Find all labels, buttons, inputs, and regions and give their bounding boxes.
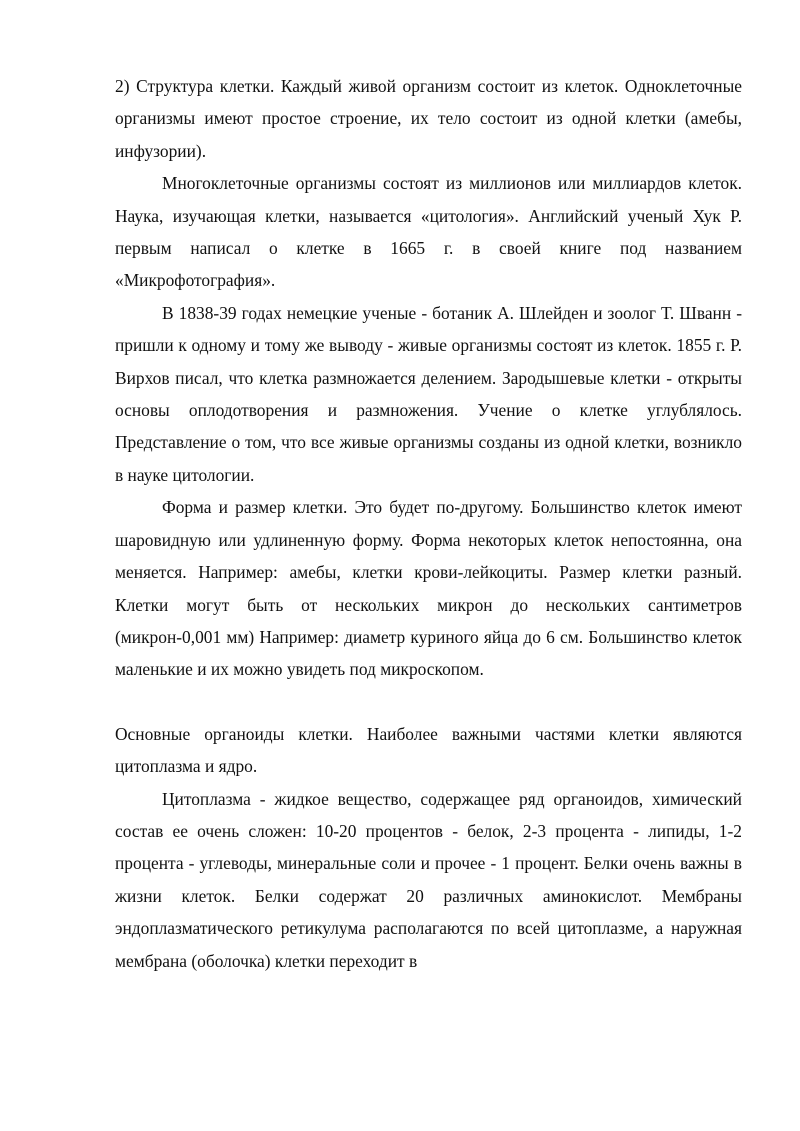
- paragraph-cytoplasm: Цитоплазма - жидкое вещество, содержащее ряд органоидов, химический состав ее очень сложен: 10-20 процентов - белок, 2-3 процента - липиды, 1-2 процента - углеводы, минеральные соли и прочее - 1 процент. Белки очень важны в жизни клеток. Белки содержат 20 различных аминокислот. Мембраны эндоплазматического ретикулума располагаются по всей цитоплазме, а наружная мембрана (оболочка) клетки переходит в: [115, 788, 742, 971]
- paragraph-spacer: [115, 686, 742, 718]
- document-page: [115, 70, 742, 977]
- paragraph-cell-structure: 2) Структура клетки. Каждый живой организм состоит из клеток. Одноклеточные организмы имеют простое строение, их тело состоит из одной клетки (амебы, инфузории).: [115, 76, 742, 161]
- paragraph-history: В 1838-39 годах немецкие ученые - ботаник А. Шлейден и зоолог Т. Шванн - пришли к одному и тому же выводу - живые организмы состоят из клеток. 1855 г. Р. Вирхов писал, что клетка размножается делением. Зародышевые клетки - открыты основы оплодотворения и размножения. Учение о клетке углублялось. Представление о том, что все живые организмы созданы из одной клетки, возникло в науке цитологии.: [115, 302, 742, 485]
- paragraph-multicellular: Многоклеточные организмы состоят из миллионов или миллиардов клеток. Наука, изучающая клетки, называется «цитология». Английский ученый Хук Р. первым написал о клетке в 1665 г. в своей книге под названием «Микрофотография».: [115, 173, 742, 291]
- paragraph-organelles: Основные органоиды клетки. Наиболее важными частями клетки являются цитоплазма и ядро.: [115, 723, 742, 777]
- paragraph-shape-size: Форма и размер клетки. Это будет по-другому. Большинство клеток имеют шаровидную или удлиненную форму. Форма некоторых клеток непостоянна, она меняется. Например: амебы, клетки крови-лейкоциты. Размер клетки разный. Клетки могут быть от нескольких микрон до нескольких сантиметров (микрон-0,001 мм) Например: диаметр куриного яйца до 6 см. Большинство клеток маленькие и их можно увидеть под микроскопом.: [115, 497, 742, 680]
